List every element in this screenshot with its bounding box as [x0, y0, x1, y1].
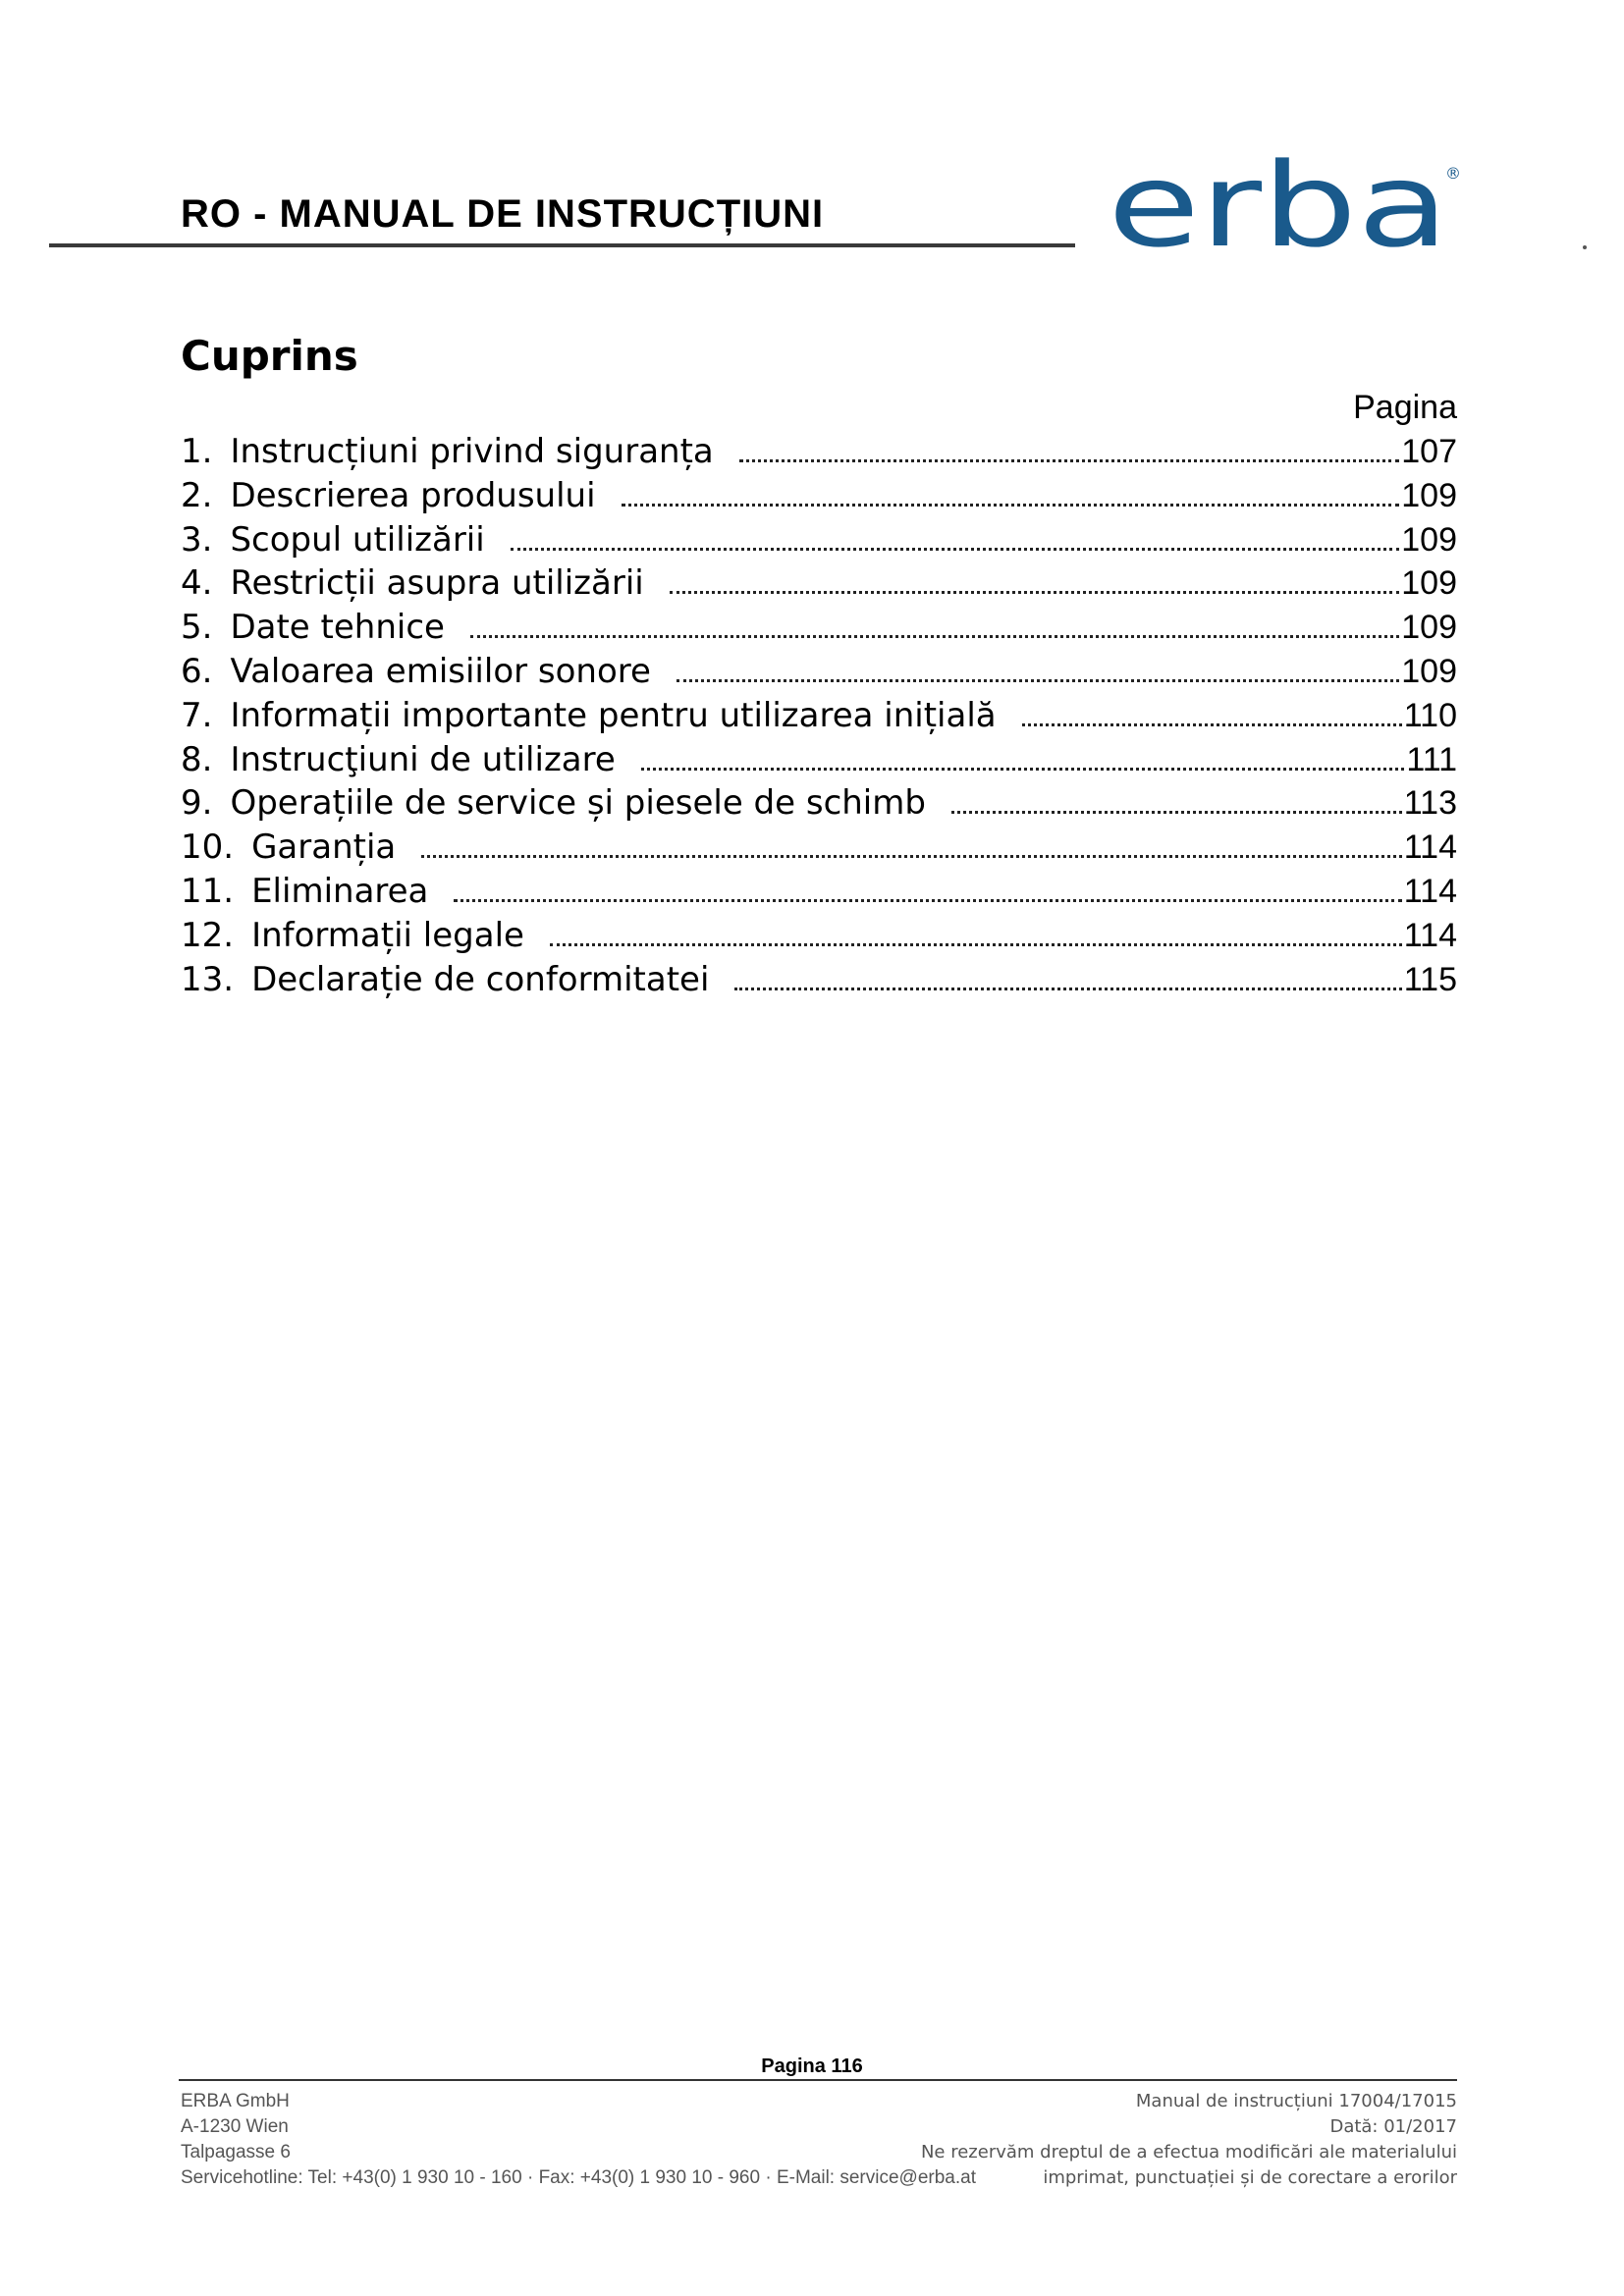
document-date: Dată: 01/2017 [1329, 2116, 1457, 2137]
manual-reference: Manual de instrucțiuni 17004/17015 [1135, 2091, 1457, 2111]
toc-entry-number: 4. [181, 563, 213, 604]
toc-entry-title: Descrierea produsului [230, 475, 596, 515]
toc-entry-title: Garanția [251, 828, 397, 868]
toc-entry-page: 109 [1401, 564, 1457, 603]
erba-logo [1108, 157, 1461, 265]
toc-entry-title: Instrucțiuni privind siguranța [230, 432, 714, 471]
toc-entry[interactable] [181, 694, 1457, 738]
toc-entry-number: 6. [181, 651, 213, 691]
toc-entry-title: Operațiile de service și piesele de schimb [230, 783, 926, 824]
toc-entry-page: 113 [1403, 784, 1457, 823]
toc-entry-number: 12. [181, 915, 235, 955]
dot-leader [677, 678, 1399, 682]
toc-entry-title: Valoarea emisiilor sonore [230, 651, 651, 691]
table-of-contents [181, 430, 1457, 1001]
toc-entry-number: 1. [181, 432, 213, 471]
toc-entry-page: 109 [1401, 520, 1457, 559]
toc-entry[interactable] [181, 650, 1457, 694]
toc-entry-number: 7. [181, 695, 213, 735]
disclaimer-line-2: imprimat, punctuației și de corectare a erorilor [1043, 2167, 1457, 2188]
page-number: Pagina 116 [761, 2056, 863, 2077]
toc-entry-number: 10. [181, 828, 235, 868]
toc-entry-number: 13. [181, 959, 235, 999]
toc-entry-page: 111 [1406, 740, 1457, 778]
toc-entry[interactable] [181, 914, 1457, 958]
dot-leader [951, 810, 1402, 814]
toc-entry-page: 109 [1401, 476, 1457, 514]
company-name: ERBA GmbH [181, 2091, 290, 2111]
dot-leader [550, 942, 1402, 946]
stray-dot [1583, 245, 1587, 249]
toc-entry-page: 110 [1403, 696, 1457, 734]
dot-leader [734, 987, 1401, 990]
footer-divider [179, 2079, 1457, 2081]
toc-heading: Cuprins [181, 332, 358, 380]
toc-entry[interactable] [181, 781, 1457, 826]
toc-entry-title: Instrucţiuni de utilizare [230, 739, 616, 779]
toc-entry-number: 3. [181, 519, 213, 560]
dot-leader [454, 898, 1401, 902]
toc-entry[interactable] [181, 430, 1457, 474]
toc-entry-title: Date tehnice [230, 608, 445, 648]
toc-entry-title: Declarație de conformitatei [251, 959, 710, 999]
svg-text:®: ® [1445, 164, 1461, 183]
disclaimer-line-1: Ne rezervăm dreptul de a efectua modificări ale materialului [920, 2142, 1457, 2163]
toc-entry-page: 114 [1403, 828, 1457, 867]
toc-entry[interactable] [181, 958, 1457, 1002]
toc-entry-title: Eliminarea [251, 871, 429, 911]
toc-entry[interactable] [181, 606, 1457, 650]
company-contact: Servicehotline: Tel: +43(0) 1 930 10 - 160 · Fax: +43(0) 1 930 10 - 960 · E-Mail: service@erba.at [181, 2167, 976, 2188]
toc-entry-title: Restricții asupra utilizării [230, 563, 644, 604]
toc-entry-title: Informații legale [251, 915, 524, 955]
toc-entry-number: 2. [181, 475, 213, 515]
toc-entry-title: Informații importante pentru utilizarea inițială [230, 695, 997, 735]
toc-entry[interactable] [181, 474, 1457, 518]
document-title: RO - MANUAL DE INSTRUCȚIUNI [181, 192, 825, 236]
toc-entry-page: 109 [1401, 609, 1457, 647]
toc-entry-page: 109 [1401, 652, 1457, 690]
dot-leader [1022, 722, 1402, 726]
company-address [181, 2089, 976, 2191]
toc-entry-number: 8. [181, 739, 213, 779]
dot-leader [421, 854, 1402, 858]
toc-entry[interactable] [181, 826, 1457, 870]
document-info [921, 2089, 1457, 2191]
company-city: A-1230 Wien [181, 2116, 289, 2137]
toc-entry-page: 115 [1403, 960, 1457, 998]
dot-leader [739, 458, 1400, 462]
toc-entry[interactable] [181, 738, 1457, 782]
page-column-label: Pagina [1353, 389, 1457, 426]
toc-entry-number: 9. [181, 783, 213, 824]
toc-entry-title: Scopul utilizării [230, 519, 485, 560]
toc-entry-page: 114 [1403, 916, 1457, 954]
toc-entry[interactable] [181, 518, 1457, 562]
toc-entry[interactable] [181, 870, 1457, 914]
toc-entry-number: 5. [181, 608, 213, 648]
dot-leader [622, 503, 1400, 507]
dot-leader [670, 590, 1400, 594]
header-divider [49, 243, 1075, 247]
dot-leader [470, 634, 1399, 638]
company-street: Talpagasse 6 [181, 2142, 291, 2163]
toc-entry-page: 107 [1401, 433, 1457, 470]
toc-entry-number: 11. [181, 871, 235, 911]
dot-leader [511, 547, 1400, 551]
toc-entry[interactable] [181, 561, 1457, 606]
svg-text:erba: erba [1108, 157, 1449, 265]
toc-entry-page: 114 [1403, 872, 1457, 910]
dot-leader [641, 767, 1404, 771]
